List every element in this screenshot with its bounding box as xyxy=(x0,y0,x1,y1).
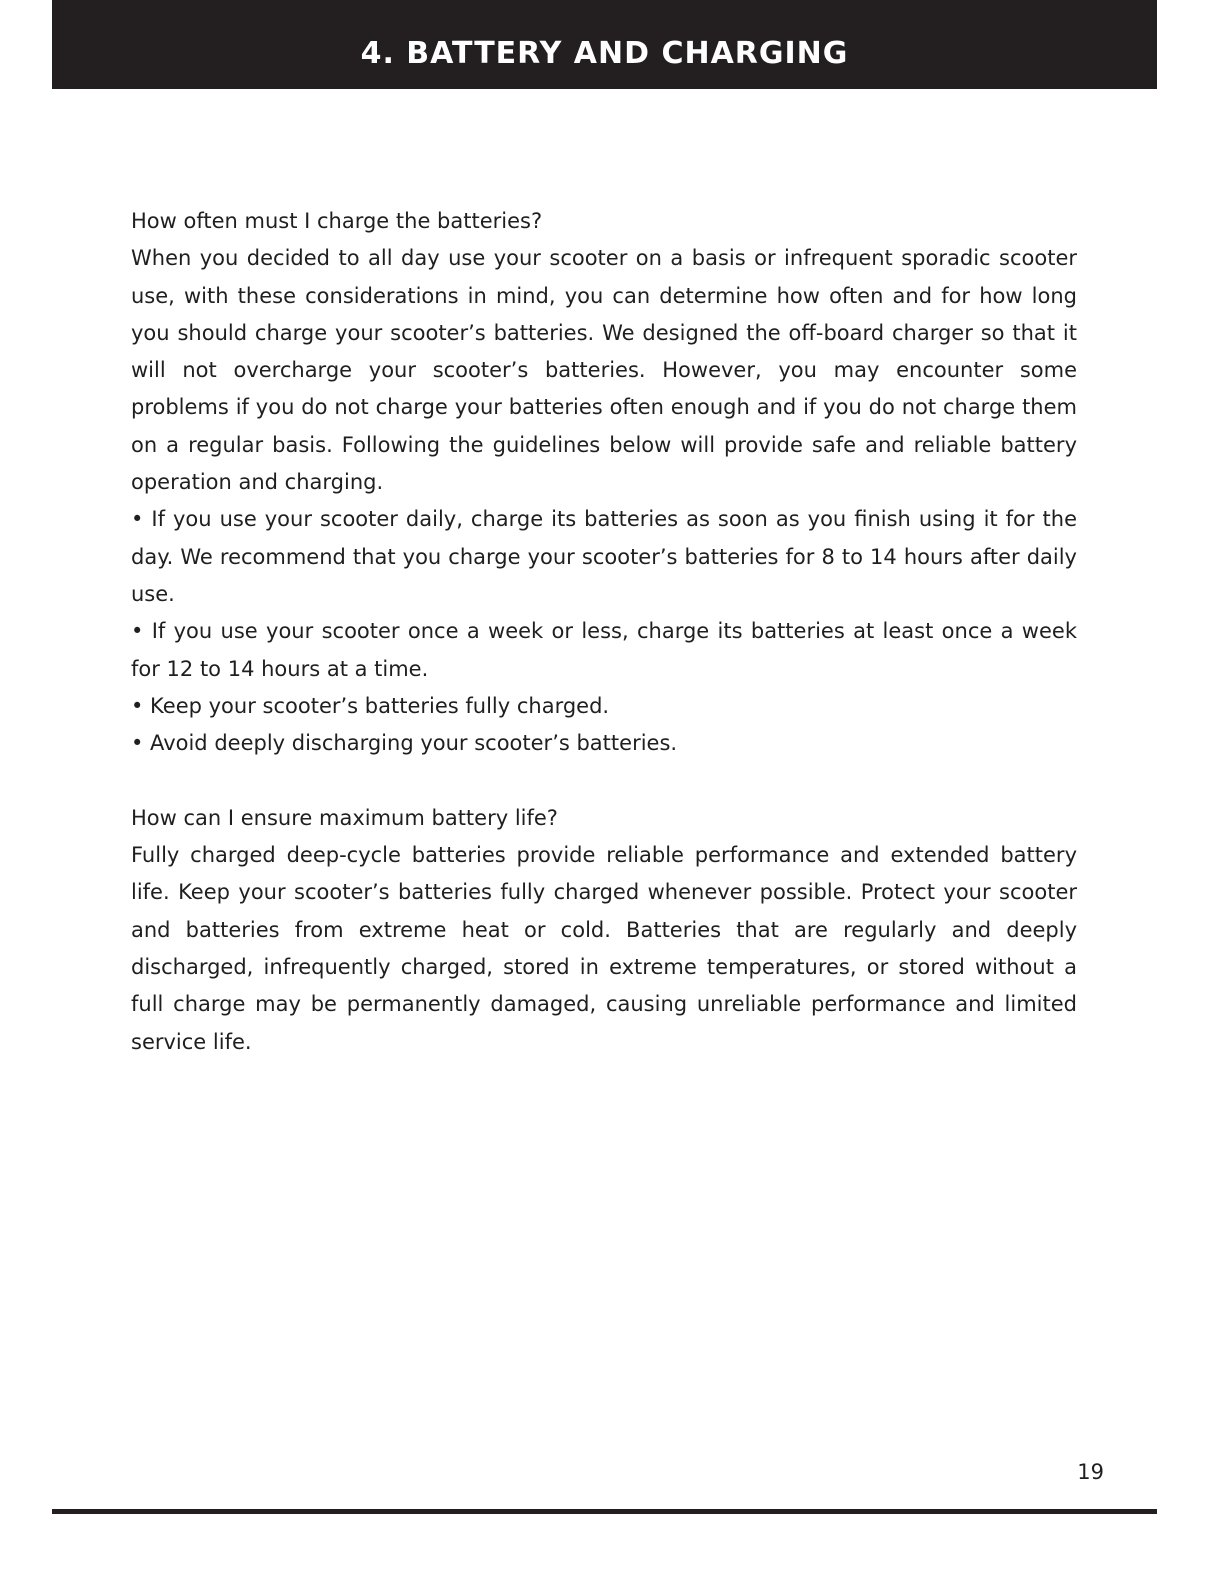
charging-bullet-1: • If you use your scooter daily, charge its batteries as soon as you finish using it for the day. We recommend that you charge your scooter’s batteries for 8 to 14 hours after daily use. xyxy=(131,507,1077,606)
charging-paragraph: When you decided to all day use your scooter on a basis or infrequent sporadic scooter use, with these considerations in mind, you can determine how often and for how long you should charge your scooter’s batteries. We designed the off-board charger so that it will not overcharge your scooter’s batteries. However, you may encounter some problems if you do not charge your batteries often enough and if you do not charge them on a regular basis. Following the guidelines below will provide safe and reliable battery operation and charging. xyxy=(131,246,1077,495)
charging-question: How often must I charge the batteries? xyxy=(131,209,543,233)
footer-rule xyxy=(52,1509,1157,1514)
main-content xyxy=(131,203,1077,1061)
section-spacer xyxy=(131,762,1077,799)
section-title: 4. BATTERY AND CHARGING xyxy=(360,36,849,71)
battery-life-paragraph: Fully charged deep-cycle batteries provide reliable performance and extended battery life. Keep your scooter’s batteries fully charged whenever possible. Protect your scooter and batteries from extreme heat or cold. Batteries that are regularly and deeply discharged, infrequently charged, stored in extreme temperatures, or stored without a full charge may be permanently damaged, causing unreliable performance and limited service life. xyxy=(131,843,1077,1054)
section-header-bar xyxy=(52,0,1157,89)
page-number: 19 xyxy=(1077,1460,1104,1484)
battery-life-question: How can I ensure maximum battery life? xyxy=(131,805,558,830)
charging-bullet-4: • Avoid deeply discharging your scooter’s batteries. xyxy=(131,731,678,756)
charging-bullet-2: • If you use your scooter once a week or less, charge its batteries at least once a week for 12 to 14 hours at a time. xyxy=(131,619,1077,681)
charging-bullet-3: • Keep your scooter’s batteries fully charged. xyxy=(131,693,610,718)
